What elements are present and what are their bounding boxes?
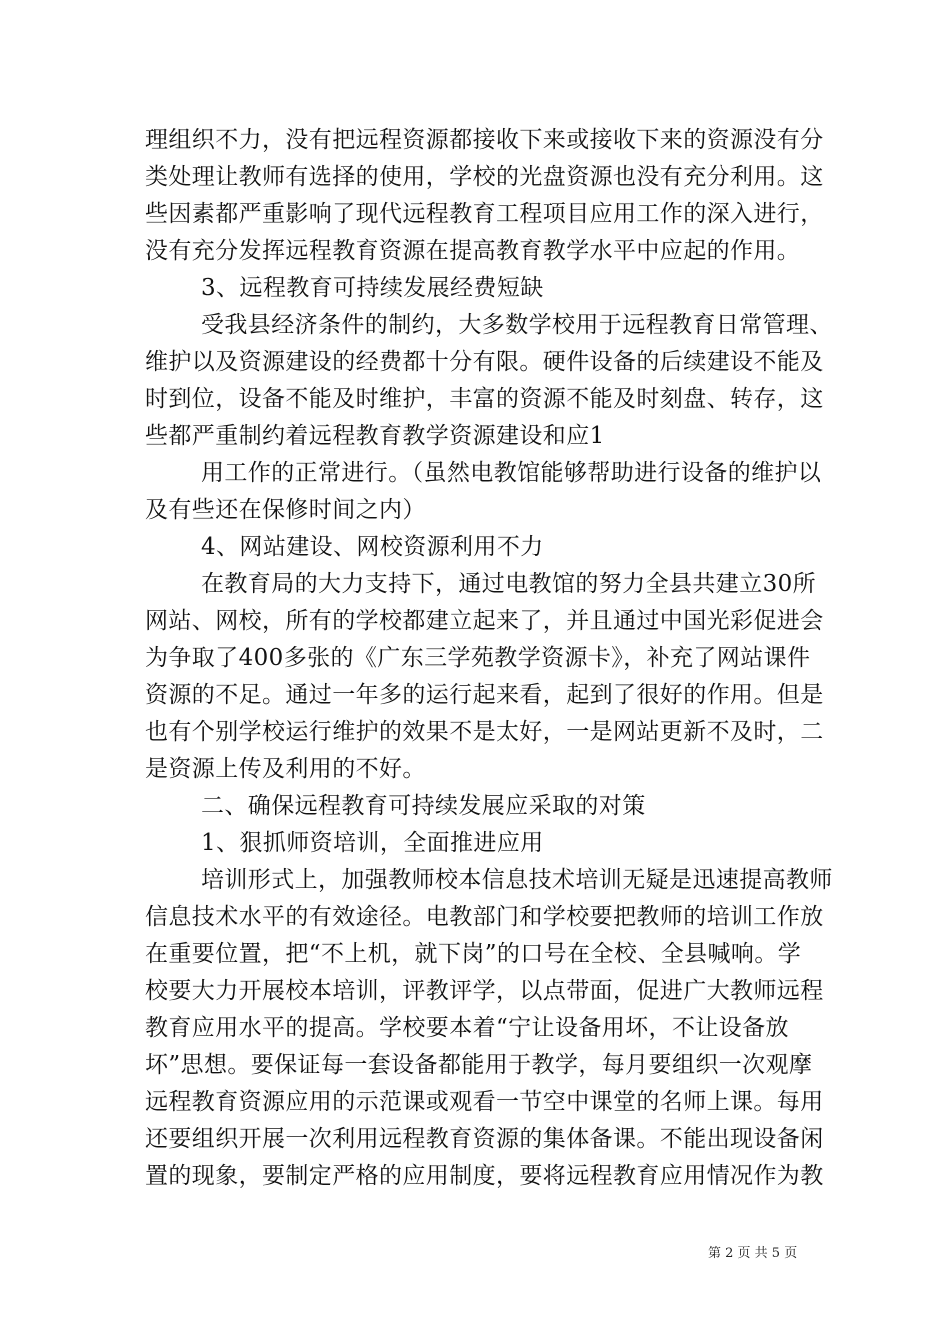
text-line: 在教育局的大力支持下，通过电教馆的努力全县共建立30所: [201, 571, 817, 597]
text-line: 受我县经济条件的制约，大多数学校用于远程教育日常管理、: [201, 312, 833, 338]
text-line: 及有些还在保修时间之内）: [145, 497, 426, 523]
text-line: 培训形式上，加强教师校本信息技术培训无疑是迅速提高教师: [201, 867, 833, 893]
text-line: 教育应用水平的提高。学校要本着“宁让设备用坏，不让设备放: [145, 1015, 789, 1041]
text-line: 用工作的正常进行。（虽然电教馆能够帮助进行设备的维护以: [201, 460, 822, 486]
page-number: 第 2 页 共 5 页: [708, 1246, 798, 1261]
text-line: 还要组织开展一次利用远程教育资源的集体备课。不能出现设备闲: [145, 1126, 824, 1152]
text-line: 类处理让教师有选择的使用，学校的光盘资源也没有充分利用。这: [145, 164, 824, 190]
section-heading: 1、狠抓师资培训，全面推进应用: [201, 830, 544, 856]
text-line: 信息技术水平的有效途径。电教部门和学校要把教师的培训工作放: [145, 904, 824, 930]
text-line: 在重要位置，把“不上机，就下岗”的口号在全校、全县喊响。学: [145, 941, 802, 967]
text-line: 理组织不力，没有把远程资源都接收下来或接收下来的资源没有分: [145, 127, 824, 153]
text-line: 网站、网校，所有的学校都建立起来了，并且通过中国光彩促进会: [145, 608, 824, 634]
text-line: 维护以及资源建设的经费都十分有限。硬件设备的后续建设不能及: [145, 349, 824, 375]
text-line: 资源的不足。通过一年多的运行起来看，起到了很好的作用。但是: [145, 682, 824, 708]
text-line: 坏”思想。要保证每一套设备都能用于教学，每月要组织一次观摩: [145, 1052, 813, 1078]
text-line: 为争取了400多张的《广东三学苑教学资源卡》，补充了网站课件: [145, 645, 811, 671]
text-line: 没有充分发挥远程教育资源在提高教育教学水平中应起的作用。: [145, 238, 801, 264]
text-line: 是资源上传及利用的不好。: [145, 756, 426, 782]
section-heading: 3、远程教育可持续发展经费短缺: [201, 275, 544, 301]
text-line: 远程教育资源应用的示范课或观看一节空中课堂的名师上课。每用: [145, 1089, 824, 1115]
text-line: 些都严重制约着远程教育教学资源建设和应1: [145, 423, 605, 449]
text-line: 些因素都严重影响了现代远程教育工程项目应用工作的深入进行，: [145, 201, 824, 227]
section-heading: 二、确保远程教育可持续发展应采取的对策: [201, 793, 646, 819]
section-heading: 4、网站建设、网校资源利用不力: [201, 534, 544, 560]
text-line: 也有个别学校运行维护的效果不是太好，一是网站更新不及时，二: [145, 719, 824, 745]
text-line: 置的现象，要制定严格的应用制度，要将远程教育应用情况作为教: [145, 1163, 824, 1189]
text-line: 校要大力开展校本培训，评教评学，以点带面，促进广大教师远程: [145, 978, 824, 1004]
text-line: 时到位，设备不能及时维护，丰富的资源不能及时刻盘、转存，这: [145, 386, 824, 412]
